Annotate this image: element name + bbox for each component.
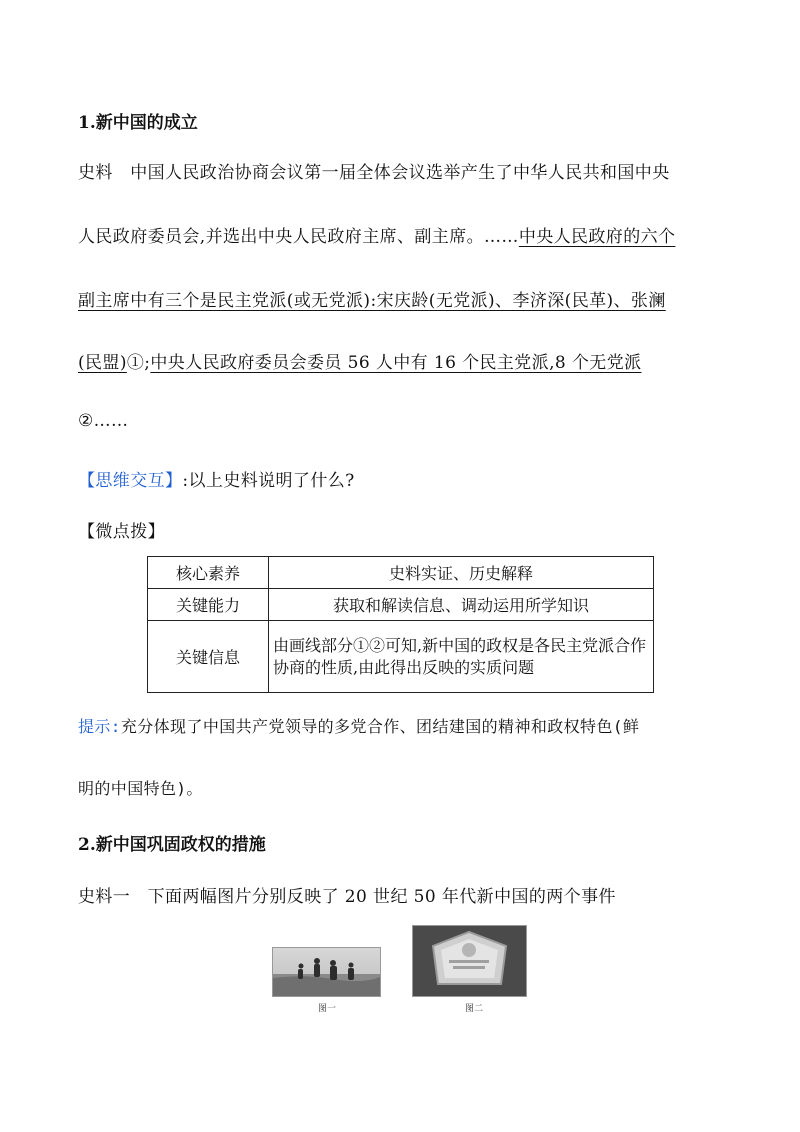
hint-line [78,714,639,737]
table-cell-value: 由画线部分①②可知,新中国的政权是各民主党派合作协商的性质,由此得出反映的实质问题 [269,621,654,693]
hint-line: 明的中国特色)。 [78,779,203,798]
figure-one-caption: 图一 [318,1004,337,1014]
badge-image [413,926,526,996]
underlined-text: (民盟) [78,353,127,373]
figure-two-caption: 图二 [465,1004,484,1014]
table-cell-key: 核心素养 [148,557,269,589]
hint-text: 充分体现了中国共产党领导的多党合作、团结建国的精神和政权特色(鲜 [120,717,640,736]
section-heading-2: 2.新中国巩固政权的措施 [78,835,266,855]
think-label: 【思维交互】 [78,471,183,491]
table-cell-key: 关键能力 [148,589,269,621]
underlined-text: 中央人民政府委员会委员 56 人中有 16 个民主党派,8 个无党派 [150,353,642,373]
paragraph-line: 史料一 下面两幅图片分别反映了 20 世纪 50 年代新中国的两个事件 [78,887,616,907]
think-question: :以上史料说明了什么? [182,471,355,491]
table-row [148,589,654,621]
figure-two-photo [412,925,527,997]
key-points-table [147,556,654,693]
table-cell-value: 史料实证、历史解释 [269,557,654,589]
hint-label: 提示: [78,717,121,736]
field-workers-image [273,948,380,996]
table-row [148,621,654,693]
section-heading-1: 1.新中国的成立 [78,113,198,133]
paragraph-line: ②…… [78,411,129,431]
text-plain: 人民政府委员会,并选出中央人民政府主席、副主席。…… [78,227,519,247]
paragraph-line [78,222,675,247]
underlined-text: 中央人民政府的六个 [518,227,676,247]
think-prompt [78,466,355,491]
figure-one-photo [272,947,381,997]
marker-one: ①; [126,353,151,373]
underlined-text: 副主席中有三个是民主党派(或无党派):宋庆龄(无党派)、李济深(民革)、张澜 [78,291,666,311]
tip-heading: 【微点拨】 [78,522,165,542]
table-cell-key: 关键信息 [148,621,269,693]
paragraph-line [78,348,642,373]
paragraph-line: 史料 中国人民政治协商会议第一届全体会议选举产生了中华人民共和国中央 [78,163,670,183]
table-row [148,557,654,589]
table-cell-value: 获取和解读信息、调动运用所学知识 [269,589,654,621]
